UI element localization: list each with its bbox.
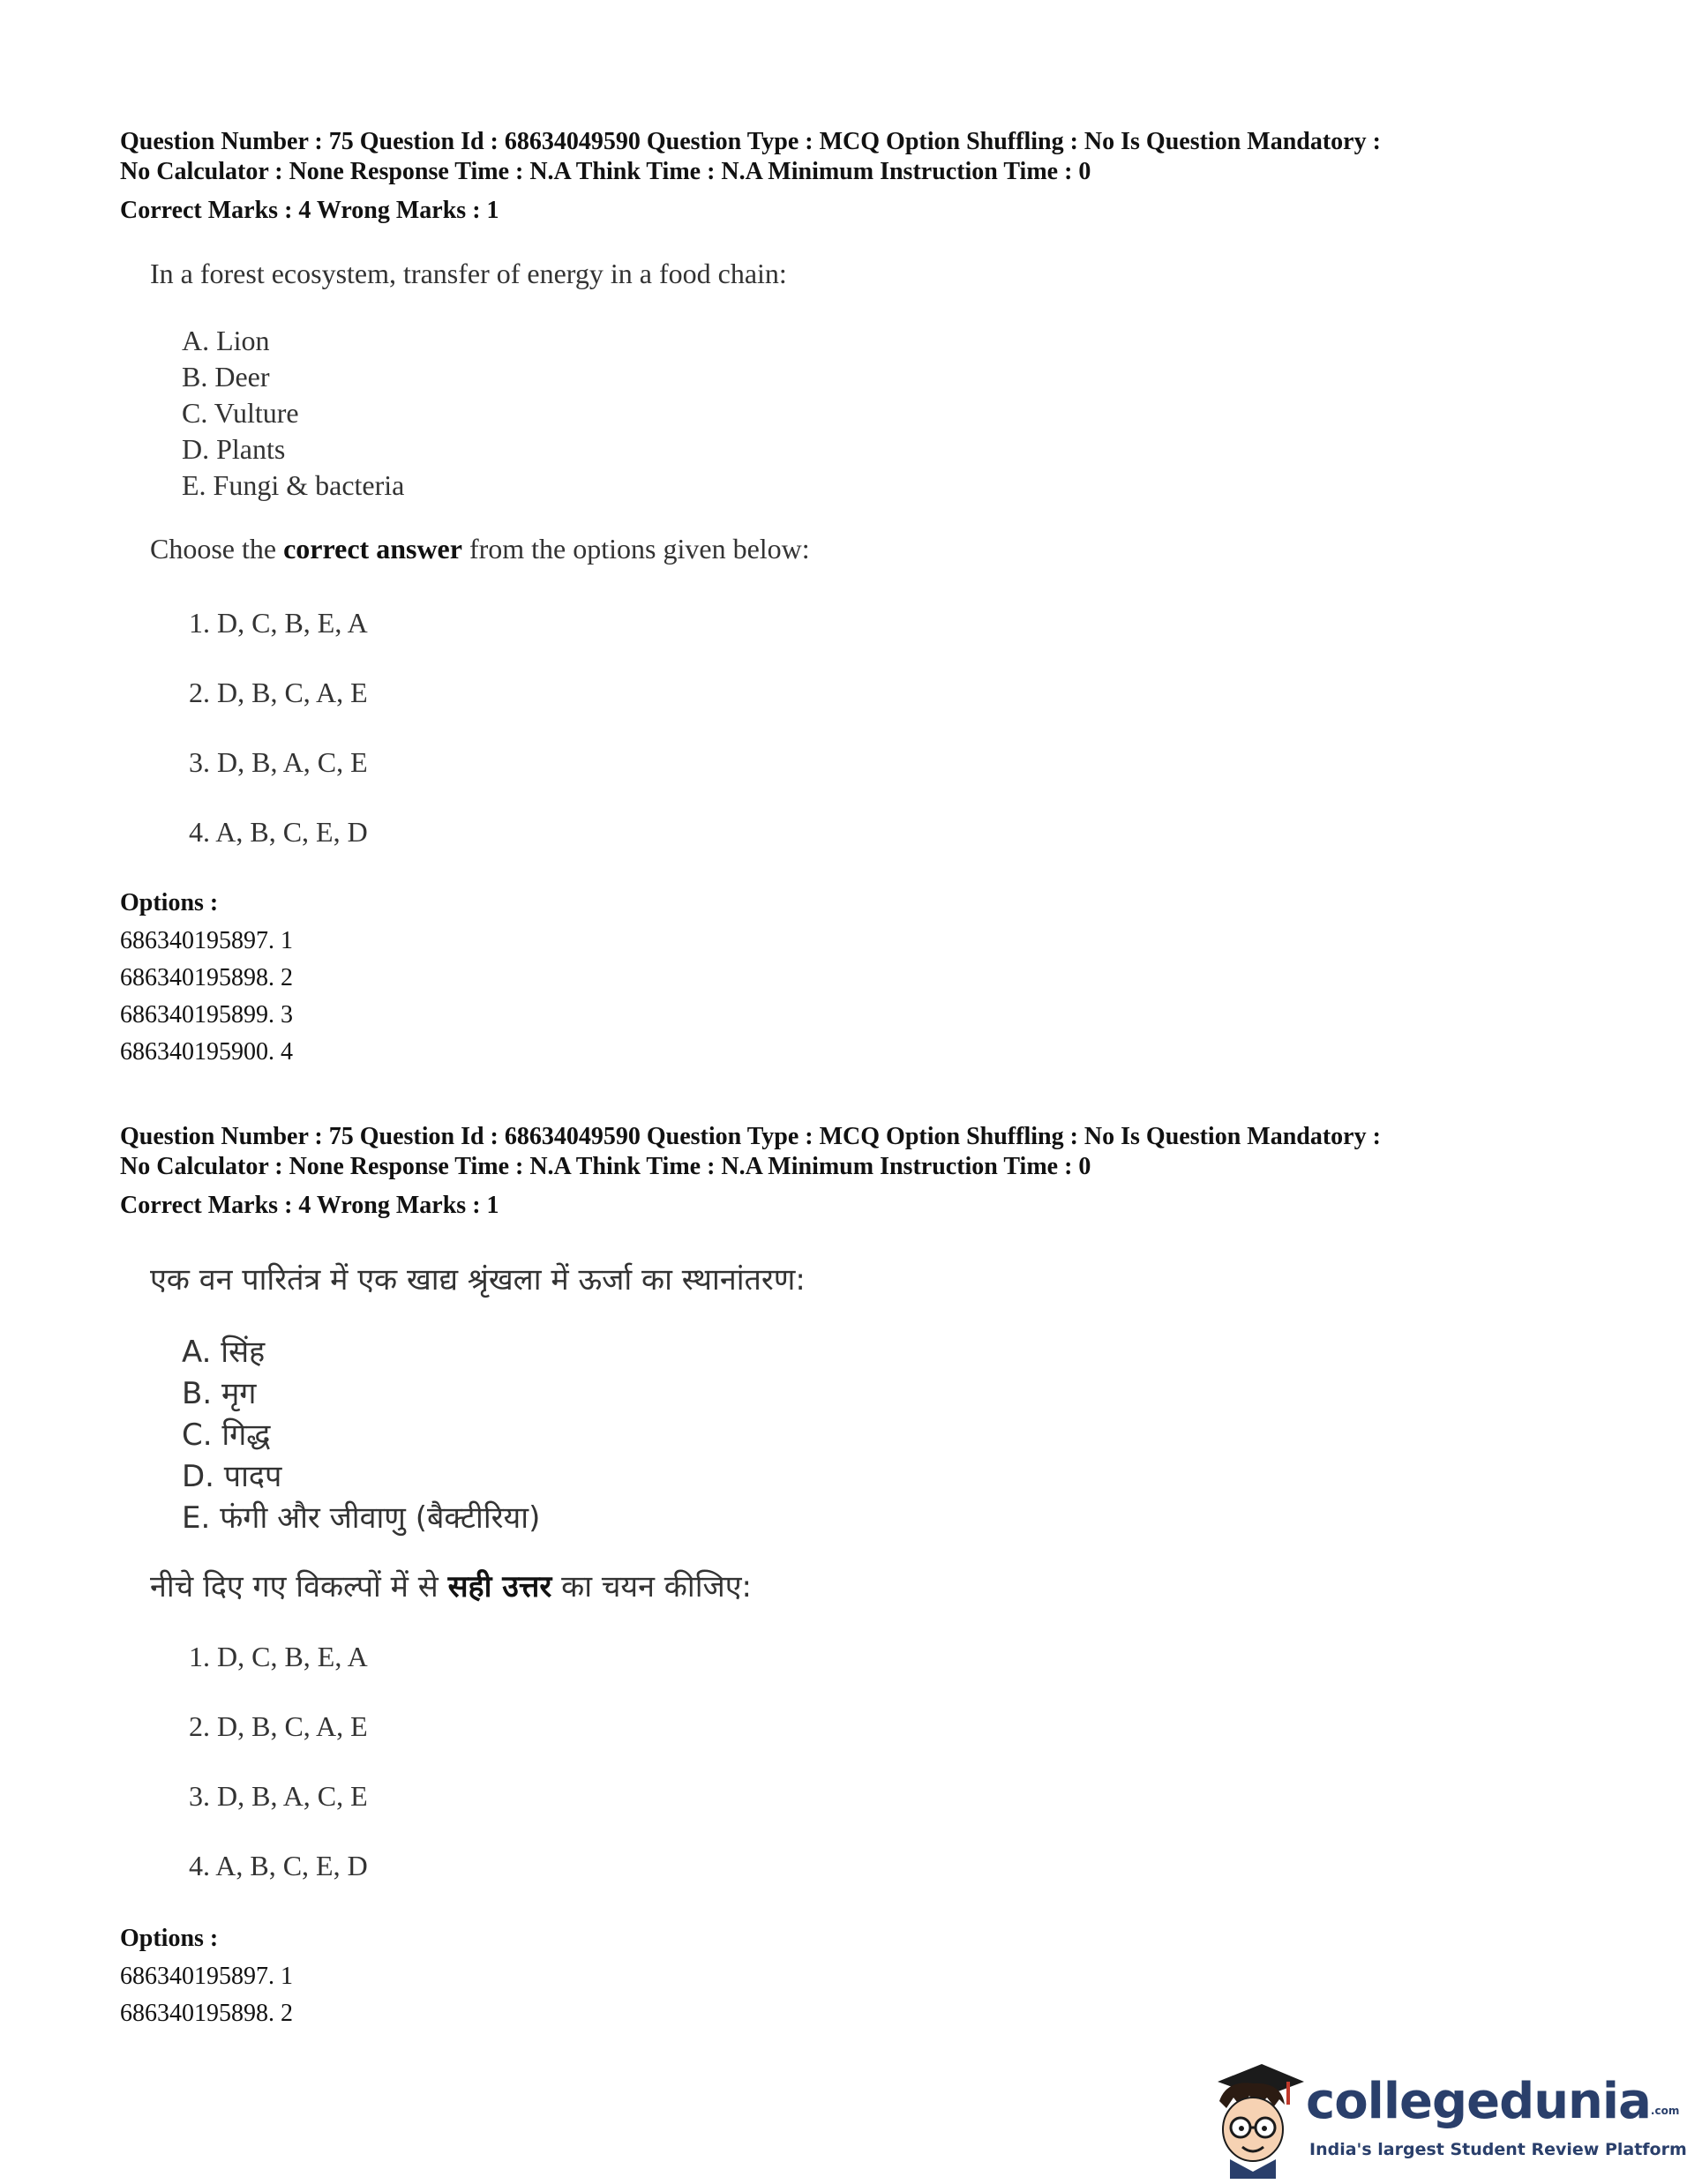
answer-choice: 2. D, B, C, A, E (189, 1710, 368, 1742)
list-item: B. Deer (182, 361, 270, 393)
choose-text-bold: सही उत्तर (447, 1569, 552, 1604)
question-stem: एक वन पारितंत्र में एक खाद्य श्रृंखला में ऊर्जा का स्थानांतरण: (150, 1262, 806, 1298)
options-list (120, 926, 293, 1074)
answer-choice: 1. D, C, B, E, A (189, 1641, 368, 1672)
option-id: 686340195897. 1 (120, 927, 293, 954)
option-id: 686340195900. 4 (120, 1038, 293, 1066)
list-item: C. Vulture (182, 397, 299, 429)
marks-line: Correct Marks : 4 Wrong Marks : 1 (120, 1192, 499, 1219)
student-mascot-icon (1200, 2055, 1306, 2179)
choose-text-post: from the options given below: (461, 533, 810, 565)
options-list (120, 1962, 293, 2036)
answer-choices (189, 605, 368, 884)
list-item: B. मृग (182, 1376, 257, 1411)
answer-choice: 2. D, B, C, A, E (189, 677, 368, 708)
logo-tagline: India's largest Student Review Platform (1309, 2140, 1687, 2159)
choose-text-post: का चयन कीजिए: (551, 1569, 753, 1604)
list-item: A. सिंह (182, 1335, 266, 1370)
logo-wordmark (1306, 2073, 1679, 2130)
question-stem: In a forest ecosystem, transfer of energy in a food chain: (150, 258, 787, 289)
collegedunia-logo (1200, 2055, 1687, 2179)
question-meta (120, 1122, 1532, 1182)
meta-line-2: No Calculator : None Response Time : N.A Think Time : N.A Minimum Instruction Time : 0 (120, 158, 1091, 185)
choose-instruction (150, 1565, 752, 1605)
options-heading: Options : (120, 889, 219, 916)
choose-instruction (150, 533, 810, 565)
logo-name: collegedunia (1306, 2073, 1651, 2130)
item-list (182, 323, 404, 504)
choose-text-pre: नीचे दिए गए विकल्पों में से (150, 1569, 448, 1604)
option-id: 686340195897. 1 (120, 1963, 293, 1990)
answer-choice: 3. D, B, A, C, E (189, 746, 368, 778)
meta-line-2: No Calculator : None Response Time : N.A Think Time : N.A Minimum Instruction Time : 0 (120, 1153, 1091, 1180)
marks-line: Correct Marks : 4 Wrong Marks : 1 (120, 197, 499, 224)
list-item: D. Plants (182, 433, 286, 465)
answer-choice: 4. A, B, C, E, D (189, 816, 368, 848)
option-id: 686340195898. 2 (120, 2000, 293, 2027)
list-item: E. Fungi & bacteria (182, 469, 405, 501)
item-list (182, 1332, 540, 1539)
option-id: 686340195899. 3 (120, 1001, 293, 1028)
choose-text-pre: Choose the (150, 533, 284, 565)
option-id: 686340195898. 2 (120, 964, 293, 991)
answer-choice: 4. A, B, C, E, D (189, 1850, 368, 1881)
meta-line-1: Question Number : 75 Question Id : 68634049590 Question Type : MCQ Option Shuffling : No Is Question Mandatory : (120, 1123, 1381, 1150)
list-item: C. गिद्ध (182, 1417, 271, 1453)
answer-choices (189, 1639, 368, 1918)
logo-suffix: .com (1650, 2105, 1680, 2117)
answer-choice: 1. D, C, B, E, A (189, 607, 368, 639)
list-item: E. फंगी और जीवाणु (बैक्टीरिया) (182, 1500, 541, 1536)
answer-choice: 3. D, B, A, C, E (189, 1780, 368, 1812)
options-heading: Options : (120, 1925, 219, 1952)
question-meta (120, 127, 1532, 187)
list-item: D. पादप (182, 1459, 282, 1494)
meta-line-1: Question Number : 75 Question Id : 68634049590 Question Type : MCQ Option Shuffling : No Is Question Mandatory : (120, 128, 1381, 155)
choose-text-bold: correct answer (283, 533, 462, 565)
list-item: A. Lion (182, 325, 270, 356)
